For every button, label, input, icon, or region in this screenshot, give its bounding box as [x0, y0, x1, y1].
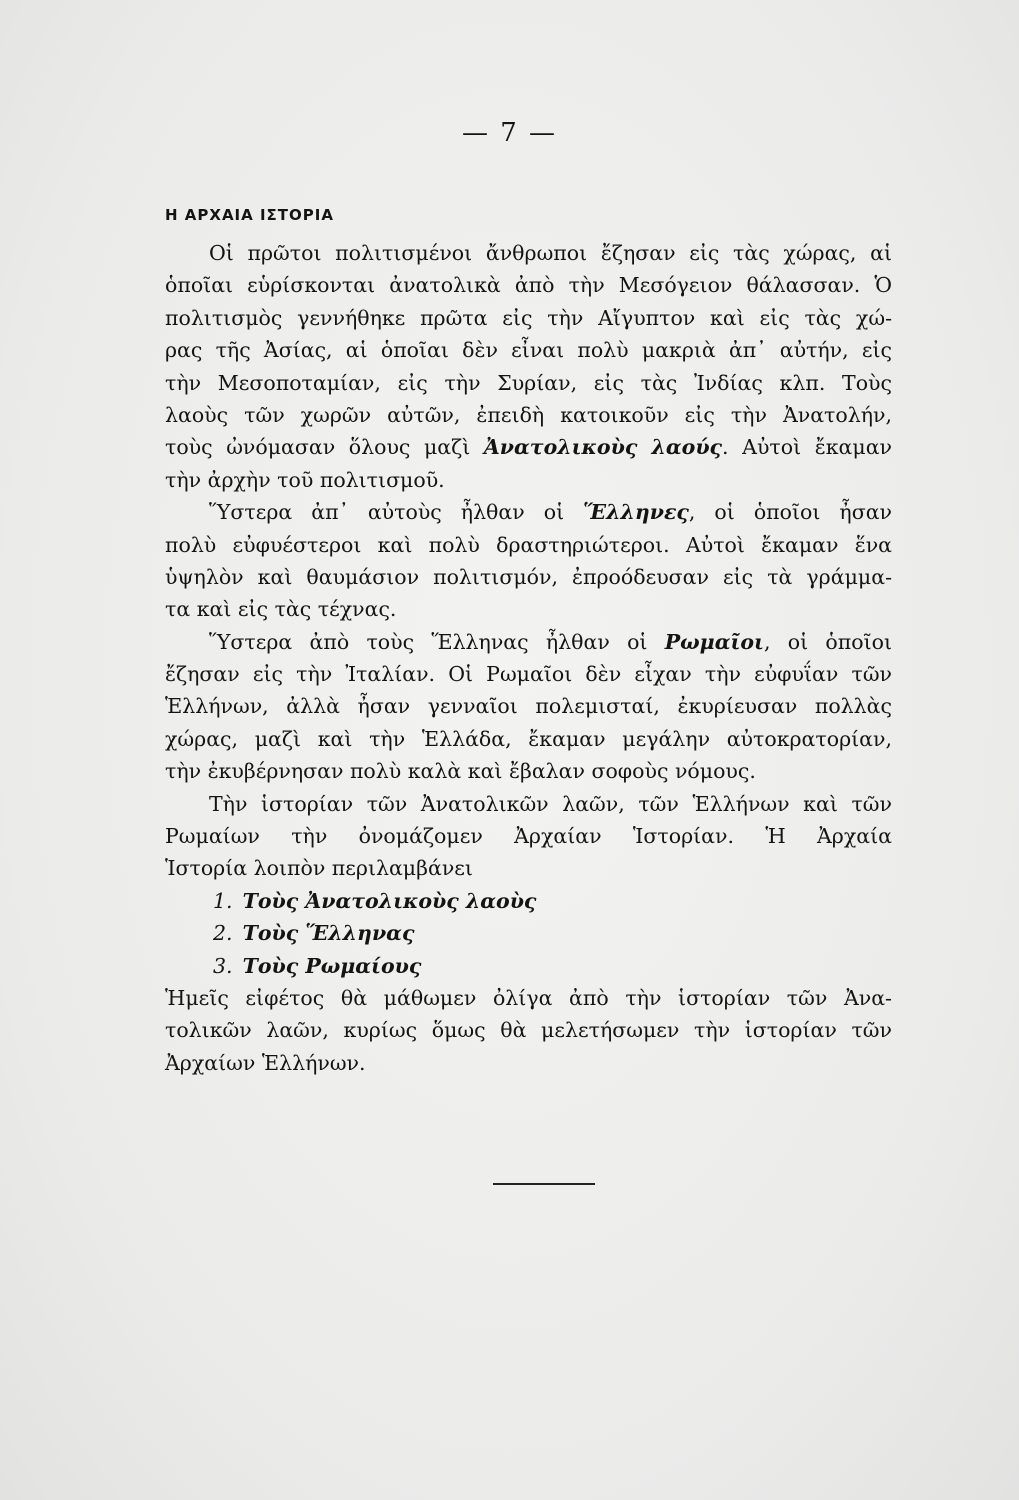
text-line: τὴν Μεσοποταμίαν, εἰς τὴν Συρίαν, εἰς τὰς Ἰνδίας κλπ. Τοὺς	[165, 370, 892, 395]
text-line	[165, 626, 892, 658]
text-line: Ἑλλήνων, ἀλλὰ ἦσαν γενναῖοι πολεμισταί, ἐκυρίευσαν πολλὰς	[165, 694, 892, 719]
list-text: Τοὺς Ρωμαίους	[242, 953, 422, 978]
text-line: τὴν ἐκυβέρνησαν πολὺ καλὰ καὶ ἔβαλαν σοφοὺς νόμους.	[165, 759, 756, 784]
paragraph-2	[165, 496, 892, 626]
paragraph-1	[165, 237, 892, 496]
list-number: 2.	[213, 921, 233, 946]
text-line: λαοὺς τῶν χωρῶν αὐτῶν, ἐπειδὴ κατοικοῦν εἰς τὴν Ἀνατολήν,	[165, 402, 892, 427]
text-line: Ρωμαίων τὴν ὀνομάζομεν Ἀρχαίαν Ἱστορίαν. Ἡ Ἀρχαία	[165, 824, 892, 849]
list-text: Τοὺς Ἕλληνας	[242, 921, 415, 946]
text-line: Οἱ πρῶτοι πολιτισμένοι ἄνθρωποι ἔζησαν εἰς τὰς χώρας, αἱ	[209, 241, 892, 265]
list-text: Τοὺς Ἀνατολικοὺς λαοὺς	[242, 888, 537, 913]
text-line: Ἱστορία λοιπὸν περιλαμβάνει	[165, 856, 473, 881]
page-number: — 7 —	[461, 118, 558, 148]
section-heading: Η ΑΡΧΑΙΑ ΙΣΤΟΡΙΑ	[165, 206, 334, 224]
paragraph-4	[165, 788, 892, 885]
text-line: τὴν ἀρχὴν τοῦ πολιτισμοῦ.	[165, 467, 445, 492]
text-line: ὑψηλὸν καὶ θαυμάσιον πολιτισμόν, ἐπροόδευσαν εἰς τὰ γράμμα-	[165, 564, 892, 589]
emphasis-romans: Ρωμαῖοι	[664, 629, 764, 654]
list-item	[165, 917, 892, 949]
text-line: πολιτισμὸς γεννήθηκε πρῶτα εἰς τὴν Αἴγυπτον καὶ εἰς τὰς χώ-	[165, 305, 892, 330]
text-line: τολικῶν λαῶν, κυρίως ὅμως θὰ μελετήσωμεν τὴν ἱστορίαν τῶν	[165, 1018, 892, 1043]
text-line: Ἡμεῖς εἰφέτος θὰ μάθωμεν ὀλίγα ἀπὸ τὴν ἱστορίαν τῶν Ἀνα-	[165, 985, 892, 1010]
peoples-list	[165, 885, 892, 982]
text-line: ὁποῖαι εὑρίσκονται ἀνατολικὰ ἀπὸ τὴν Μεσόγειον θάλασσαν. Ὁ	[165, 273, 892, 298]
list-item	[165, 885, 892, 917]
body-text	[165, 237, 892, 1079]
text-line: πολὺ εὐφυέστεροι καὶ πολὺ δραστηριώτεροι. Αὐτοὶ ἔκαμαν ἕνα	[165, 532, 892, 557]
text-run: Ὕστερα ἀπὸ τοὺς Ἕλληνας ἦλθαν οἱ	[209, 629, 665, 654]
text-line: χώρας, μαζὶ καὶ τὴν Ἑλλάδα, ἔκαμαν μεγάλην αὐτοκρατορίαν,	[165, 726, 892, 751]
text-run: , οἱ ὁποῖοι	[763, 629, 892, 654]
text-line: ρας τῆς Ἀσίας, αἱ ὁποῖαι δὲν εἶναι πολὺ μακριὰ ἀπ᾿ αὐτήν, εἰς	[165, 338, 892, 363]
list-number: 1.	[213, 888, 233, 913]
paragraph-5	[165, 982, 892, 1079]
emphasis-eastern-peoples: Ἀνατολικοὺς λαούς	[483, 435, 723, 460]
paragraph-3	[165, 626, 892, 788]
text-run: Ὕστερα ἀπ᾿ αὐτοὺς ἦλθαν οἱ	[209, 500, 584, 525]
text-line: τα καὶ εἰς τὰς τέχνας.	[165, 597, 397, 622]
text-line: Τὴν ἱστορίαν τῶν Ἀνατολικῶν λαῶν, τῶν Ἑλλήνων καὶ τῶν	[209, 791, 892, 816]
text-line	[165, 431, 892, 463]
text-line: Ἀρχαίων Ἑλλήνων.	[165, 1050, 366, 1075]
text-run: , οἱ ὁποῖοι ἦσαν	[688, 500, 892, 525]
text-run: τοὺς ὠνόμασαν ὅλους μαζὶ	[165, 435, 484, 460]
text-line	[165, 496, 892, 528]
text-run: . Αὐτοὶ ἔκαμαν	[722, 435, 893, 460]
emphasis-greeks: Ἕλληνες	[583, 500, 689, 525]
text-line: ἔζησαν εἰς τὴν Ἰταλίαν. Οἱ Ρωμαῖοι δὲν εἶχαν τὴν εὐφυΐαν τῶν	[165, 662, 892, 687]
list-item	[165, 950, 892, 982]
list-number: 3.	[213, 953, 233, 978]
closing-rule	[493, 1183, 595, 1185]
